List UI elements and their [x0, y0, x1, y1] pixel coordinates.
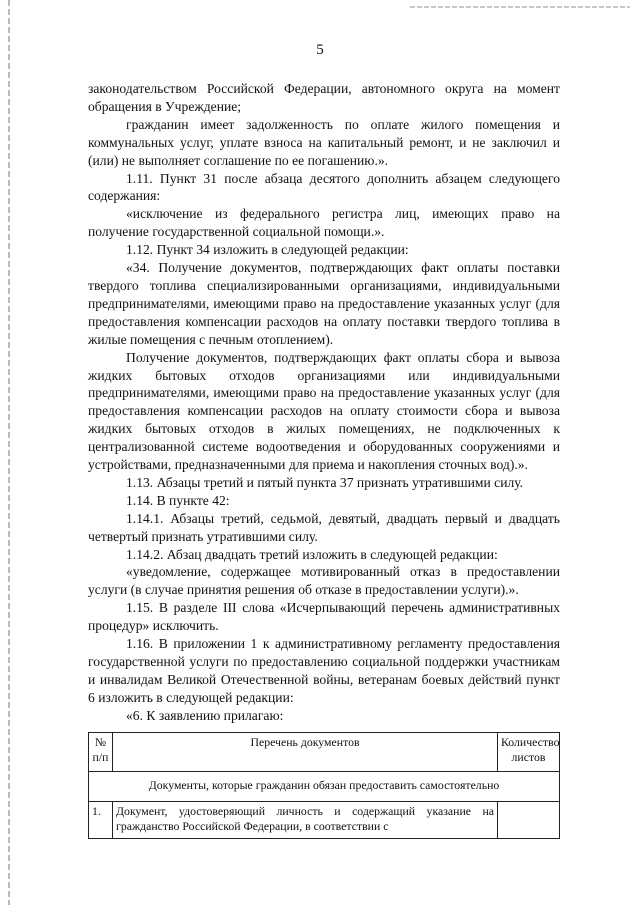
paragraph: законодательством Российской Федерации, автономного округа на момент обращения в Учреждение; [88, 81, 560, 114]
document-body [88, 80, 560, 725]
paragraph: «исключение из федерального регистра лиц, имеющих право на получение государственной социальной помощи.». [88, 206, 560, 240]
paragraph: «34. Получение документов, подтверждающих факт оплаты поставки твердого топлива специализированными организациями, индивидуальными предпринимателями, имеющими право на предоставление указанных услуг (для предоставления компенсации расходов на оплату поставки твердого топлива в жилые помещения с печным отоплением). [88, 260, 560, 347]
paragraph: 1.15. В разделе III слова «Исчерпывающий перечень административных процедур» исключить. [88, 600, 560, 634]
paragraph: гражданин имеет задолженность по оплате жилого помещения и коммунальных услуг, уплате взноса на капитальный ремонт, и не заключил и (или) не выполняет соглашение по ее погашению.». [88, 116, 560, 168]
table-row [89, 802, 560, 839]
documents-table [88, 732, 560, 839]
header-sheets-count: Количество листов [498, 733, 560, 772]
table-section-row [89, 772, 560, 802]
paragraph: 1.13. Абзацы третий и пятый пункта 37 признать утратившими силу. [126, 474, 524, 490]
table-header-row [89, 733, 560, 772]
paragraph: Получение документов, подтверждающих факт оплаты сбора и вывоза жидких бытовых отходов организациями или индивидуальными предпринимателями, имеющими право на предоставление указанных услуг (для предоставления компенсации расходов на оплату стоимости сбора и вывоза жидких бытовых отходов в жилых помещениях, не подключенных к централизованной системе водоотведения и оборудованных сооружениями и устройствами, предназначенными для приема и накопления сточных вод).». [88, 349, 560, 473]
row-document: Документ, удостоверяющий личность и содержащий указание на гражданство Российской Федерации, в соответствии с [113, 802, 498, 839]
page-number: 5 [316, 42, 324, 58]
scan-edge-top [410, 6, 630, 8]
section-title: Документы, которые гражданин обязан предоставить самостоятельно [89, 772, 560, 802]
paragraph: 1.16. В приложении 1 к административному регламенту предоставления государственной услуги по предоставлению социальной поддержки участникам и инвалидам Великой Отечественной войны, ветеранам боевых действий пункт 6 изложить в следующей редакции: [88, 636, 560, 705]
row-num: 1. [89, 802, 113, 839]
header-num: № п/п [89, 733, 113, 772]
paragraph: 1.11. Пункт 31 после абзаца десятого дополнить абзацем следующего содержания: [88, 170, 560, 204]
row-sheets-count [498, 802, 560, 839]
header-documents: Перечень документов [113, 733, 498, 772]
paragraph: 1.14.1. Абзацы третий, седьмой, девятый, двадцать первый и двадцать четвертый признать утратившими силу. [88, 510, 560, 544]
paragraph: 1.12. Пункт 34 изложить в следующей редакции: [126, 242, 409, 258]
paragraph: «6. К заявлению прилагаю: [126, 707, 284, 723]
scan-edge-left [8, 0, 10, 905]
paragraph: 1.14. В пункте 42: [126, 492, 230, 508]
paragraph: 1.14.2. Абзац двадцать третий изложить в следующей редакции: [126, 546, 498, 562]
paragraph: «уведомление, содержащее мотивированный отказ в предоставлении услуги (в случае принятия решения об отказе в предоставлении услуги).». [88, 564, 560, 598]
